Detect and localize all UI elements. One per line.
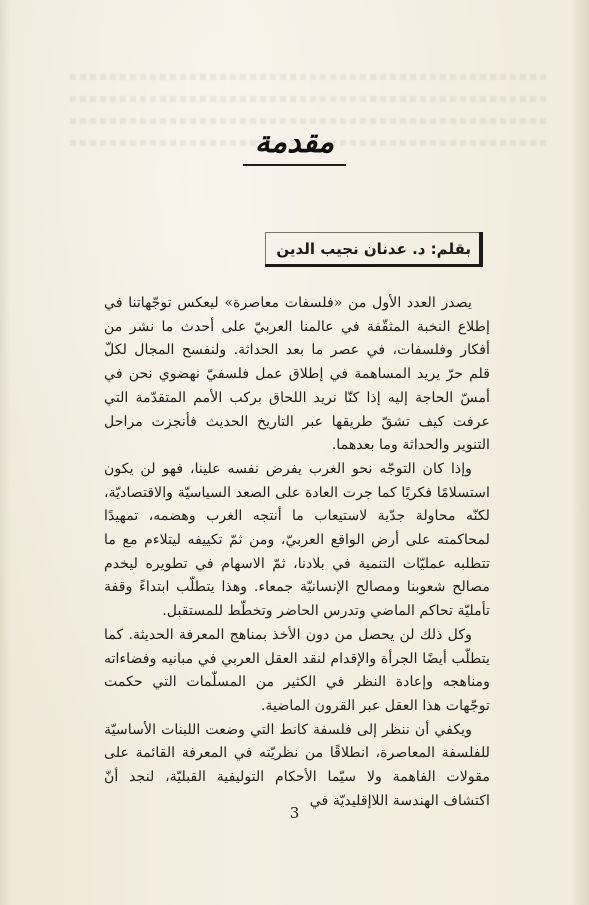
paragraph-3: وكل ذلك لن يحصل من دون الأخذ بمناهج المعرفة الحديثة. كما يتطلّب أيضًا الجرأة والإقدام لنقد العقل العربي في مبانيه وفضاءاته ومناهجه وإعادة النظر في الكثير من المسلّمات التي حكمت توجّهات هذا العقل عبر القرون الماضية. — [104, 626, 490, 714]
body-text — [104, 292, 490, 813]
page-number: 3 — [289, 804, 300, 822]
author-line: بقلم: د. عدنان نجيب الدين — [276, 239, 471, 258]
author-box — [265, 232, 483, 267]
title-block — [0, 125, 589, 166]
author-box-inner — [265, 232, 479, 264]
paragraph-1: يصدر العدد الأول من «فلسفات معاصرة» ليعكس توجّهاتنا في إطلاع النخبة المثقّفة في عالمنا العربيّ على أحدث ما نشر من أفكار وفلسفات، في عصر ما بعد الحداثة. ولنفسح المجال لكلّ قلم حرّ يريد المساهمة في إطلاق عمل فلسفيّ نهضوي نحن في أمسّ الحاجة إليه إذا كنّا نريد اللحاق بركب الأمم المتقدّمة التي عرفت كيف تشقّ طريقها عبر التاريخ الحديث فأنجزت مراحل التنوير والحداثة وما بعدهما. — [104, 295, 490, 454]
page-title: مقدمة — [243, 128, 346, 166]
paragraph-4: ويكفي أن ننظر إلى فلسفة كانط التي وضعت اللبنات الأساسيّة للفلسفة المعاصرة، انطلاقًا من نظريّته في المعرفة القائمة على مقولات الفاهمة ولا سيّما الأحكام التوليفية القبليّة، لنجد أنّ اكتشاف الهندسة اللاإقليديّة في — [104, 721, 490, 809]
paragraph-2: وإذا كان التوجّه نحو الغرب يفرض نفسه علينا، فهو لن يكون استسلامًا فكريًا كما جرت العادة على الصعد السياسيّة والاقتصاديّة، لكنّه محاولة جدّية لاستيعاب ما أنتجه الغرب وهضمه، تمهيدًا لمحاكمته على أرض الواقع العربيّ، ومن ثمّ تكييفه ليتلاءم مع ما تتطلبه عمليّات التنمية في بلادنا، ثمّ الاسهام في تطويره ليخدم مصالح شعوبنا ومصالح الإنسانيّة جمعاء. وهذا يتطلّب ابتداءً وقفة تأمليّة تحاكم الماضي وتدرس الحاضر وتخطّط للمستقبل. — [104, 460, 490, 620]
